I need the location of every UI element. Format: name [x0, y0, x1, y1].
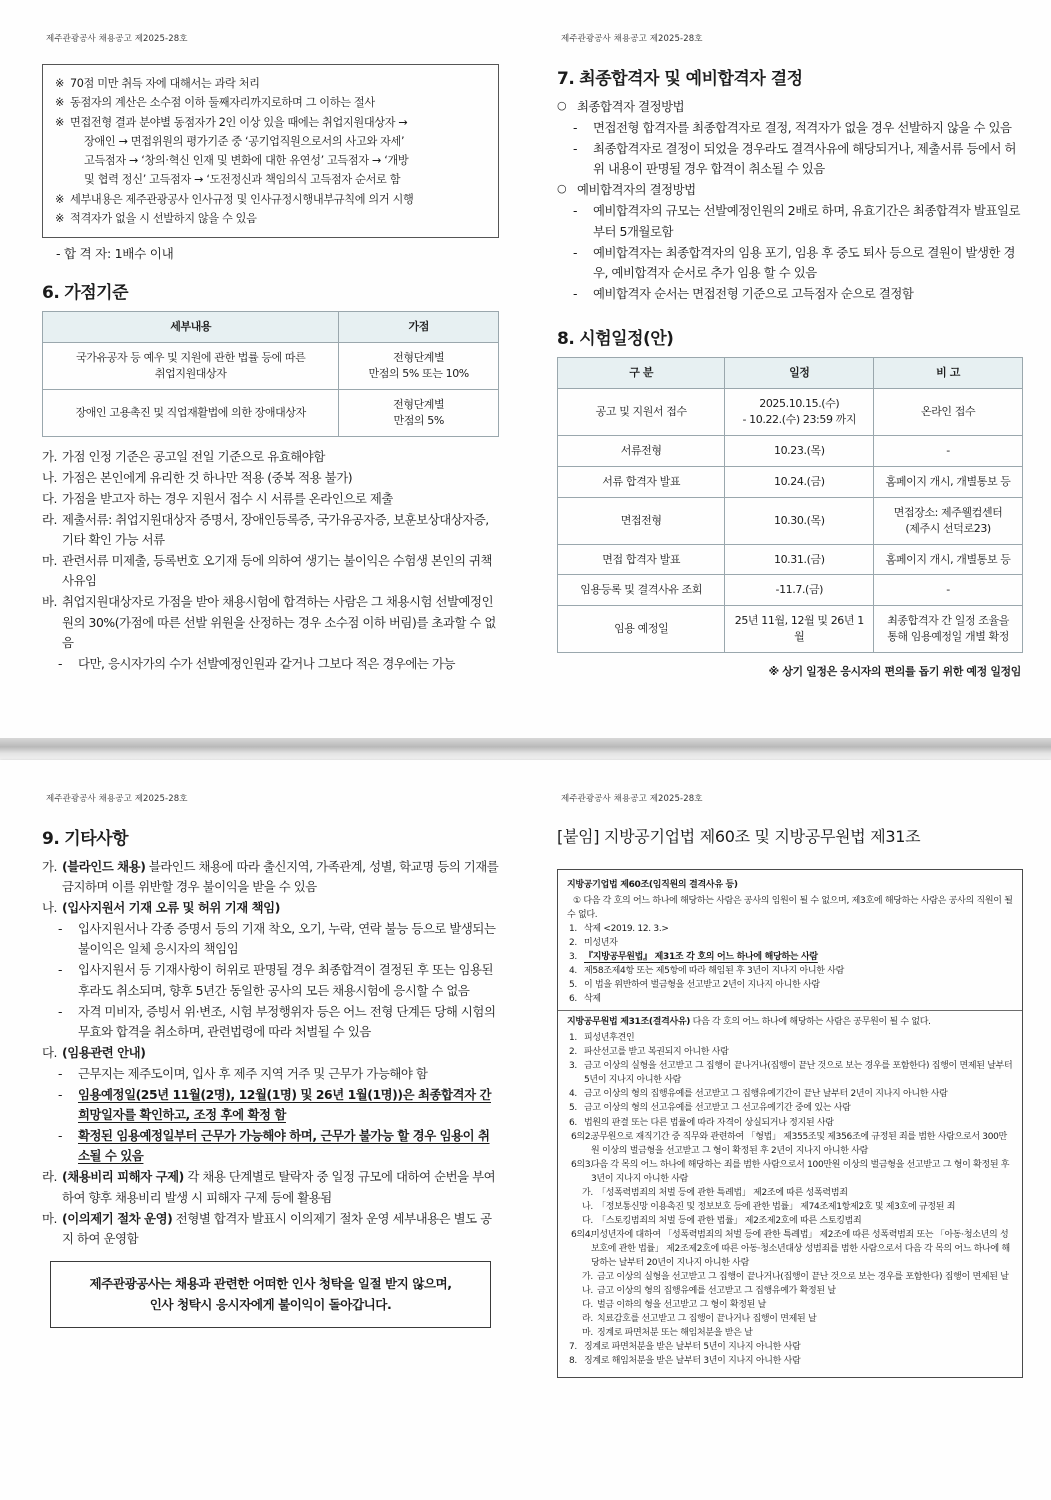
list-marker: - — [58, 921, 63, 937]
law-item — [567, 950, 1013, 964]
cell-date: 10.30.(목) — [725, 497, 874, 544]
table-row — [558, 466, 1023, 497]
list-item-text: 가점은 본인에게 유리한 것 하나만 적용 (중복 적용 불가) — [62, 469, 353, 485]
running-header: 제주관광공사 채용공고 제2025-28호 — [561, 34, 703, 44]
section-8-heading — [557, 324, 1023, 349]
cell-date: 2025.10.15.(수) - 10.22.(수) 23:59 까지 — [725, 388, 874, 435]
cell-remark: 홈페이지 개시, 개별통보 등 — [874, 544, 1023, 575]
law-item-text: 치료감호를 선고받고 그 집행이 끝나거나 집행이 면제된 날 — [597, 1313, 817, 1324]
page-3 — [0, 760, 525, 1500]
law-item-text: 파산선고를 받고 복권되지 아니한 사람 — [584, 1047, 729, 1058]
note-marker: ※ — [55, 115, 65, 129]
law-item — [567, 1059, 1013, 1087]
note-text: 적격자가 없을 시 선발하지 않을 수 있음 — [70, 211, 257, 225]
col-remark: 비 고 — [874, 357, 1023, 388]
law-item-marker: 다. — [582, 1299, 593, 1310]
list-marker: 나. — [42, 469, 58, 485]
law-item-text: 징계로 해임처분을 받은 날부터 3년이 지나지 아니한 사람 — [584, 1356, 801, 1367]
law-item-marker: 1. — [569, 924, 577, 935]
note-text: 세부내용은 제주관광공사 인사규정 및 인사규정시행내부규칙에 의거 시행 — [70, 192, 414, 206]
list-item-text: 확정된 임용예정일부터 근무가 가능해야 하며, 근무가 불가능 할 경우 임용이 취소될 수 있음 — [78, 1128, 490, 1164]
list-item-text: 임용예정일(25년 11월(2명), 12월(1명) 및 26년 1월(1명))은 최종합격자 간 희망일자를 확인하고, 조정 후에 확정 함 — [78, 1087, 491, 1123]
law-item-text: 미성년자에 대하여 「성폭력범죄의 처벌 등에 관한 특례법」 제2조에 따른 성폭력범죄 또는 「아동·청소년의 성보호에 관한 법률」 제2조제2호에 따른 아동·청소년대상 성범죄를 범한 사람으로서 다음 각 목의 어느 하나에 해당하는 날부터 20년이 지나지 아니한 사람 — [591, 1229, 1010, 1268]
law-item-marker: 4. — [569, 1089, 577, 1100]
law-item-text: 제58조제4항 또는 제5항에 따라 해임된 후 3년이 지나지 아니한 사람 — [584, 966, 845, 977]
law-item — [567, 1228, 1013, 1270]
law-item-marker: 라. — [582, 1313, 593, 1324]
notice-line — [55, 93, 484, 112]
list-item — [42, 919, 499, 959]
list-marker: 마. — [42, 553, 58, 569]
list-item — [42, 1064, 499, 1084]
law-item-text: 『지방공무원법』 제31조 각 호의 어느 하나에 해당하는 사람 — [584, 952, 818, 963]
list-item — [42, 592, 499, 652]
law-item-marker: 6의4. — [571, 1229, 593, 1240]
law-item — [567, 964, 1013, 978]
law-item — [567, 1298, 1013, 1312]
list-item-lead: (블라인드 채용) — [62, 859, 146, 874]
list-marker: - — [573, 120, 578, 136]
list-item — [42, 447, 499, 467]
page-2 — [525, 0, 1051, 738]
notice-box — [42, 64, 499, 238]
table-header-row — [43, 312, 499, 343]
list-item-lead: (임용관련 안내) — [62, 1044, 146, 1060]
table-row — [558, 544, 1023, 575]
list-item-text: 가점을 받고자 하는 경우 지원서 접수 시 서류를 온라인으로 제출 — [62, 491, 393, 506]
list-item-text: 근무지는 제주도이며, 입사 후 제주 지역 거주 및 근무가 가능해야 함 — [78, 1065, 428, 1081]
running-header: 제주관광공사 채용공고 제2025-28호 — [46, 34, 188, 44]
law-item-text: 「성폭력범죄의 처벌 등에 관한 특례법」 제2조에 따른 성폭력범죄 — [597, 1187, 848, 1198]
col-detail: 세부내용 — [43, 312, 339, 343]
list-item — [42, 468, 499, 488]
law-item-marker: 5. — [569, 980, 577, 991]
list-marker: - — [58, 1128, 63, 1144]
law-item — [567, 992, 1013, 1006]
list-item-text: 예비합격자 순서는 면접전형 기준으로 고득점자 순으로 결정함 — [593, 285, 914, 301]
law-item-text: 삭제 — [584, 994, 601, 1005]
schedule-table-note: ※ 상기 일정은 응시자의 편의를 돕기 위한 예정 일정임 — [768, 665, 1021, 679]
list-item-text: 예비합격자의 규모는 선발예정인원의 2배로 하며, 유효기간은 최종합격자 발표일로부터 5개월로함 — [593, 203, 1020, 239]
law2-title-text: 지방공무원법 제31조(결격사유) — [567, 1017, 691, 1028]
list-item — [42, 898, 499, 918]
table-row — [558, 497, 1023, 544]
cell-points: 전형단계별 만점의 5% — [339, 389, 499, 436]
section-6-heading — [42, 278, 499, 303]
list-item — [42, 1043, 499, 1063]
pass-count-line: - 합 격 자: 1배수 이내 — [56, 246, 174, 262]
cell-remark: - — [874, 575, 1023, 606]
law-item-text: 벌금 이하의 형을 선고받고 그 형이 확정된 날 — [597, 1299, 767, 1310]
list-item — [42, 1085, 499, 1125]
col-points: 가점 — [339, 312, 499, 343]
law-item — [567, 1087, 1013, 1101]
law-item-text: 징계로 파면처분 또는 해임처분을 받은 날 — [597, 1327, 753, 1338]
section-7-number: 7. — [557, 69, 575, 89]
law-item — [567, 1158, 1013, 1186]
law2-items — [567, 1031, 1013, 1368]
col-division: 구 분 — [558, 357, 725, 388]
law-item-text: 금고 이상의 실형을 선고받고 그 집행이 끝나거나(집행이 끝난 것으로 보는 경우를 포함한다) 집행이 면제된 날 — [597, 1271, 1009, 1282]
note-marker: ※ — [55, 192, 65, 206]
section-7-heading — [557, 64, 1023, 89]
cell-division: 서류전형 — [558, 435, 725, 466]
running-header: 제주관광공사 채용공고 제2025-28호 — [46, 794, 188, 804]
note-marker: ※ — [55, 211, 65, 225]
law-item-marker: 가. — [582, 1187, 593, 1198]
list-item — [42, 960, 499, 1000]
list-item — [557, 97, 1023, 117]
list-marker: 나. — [42, 900, 58, 916]
cell-division: 공고 및 지원서 접수 — [558, 388, 725, 435]
law-item-marker: 마. — [582, 1327, 593, 1338]
list-item-lead: (입사지원서 기재 오류 및 허위 기재 책임) — [62, 900, 280, 916]
document-page-top — [0, 0, 1051, 738]
list-item — [42, 857, 499, 897]
list-marker: - — [573, 203, 578, 219]
law-item-text: 금고 이상의 실형을 선고받고 그 집행이 끝나거나(집행이 끝난 것으로 보는 경우를 포함한다) 집행이 면제된 날부터 5년이 지나지 아니한 사람 — [584, 1061, 1013, 1086]
list-item-text: 최종합격자로 결정이 되었을 경우라도 결격사유에 해당되거나, 제출서류 등에서 허위 내용이 판명될 경우 합격이 취소될 수 있음 — [593, 141, 1017, 177]
law-item-text: 피성년후견인 — [584, 1033, 635, 1044]
cell-date: 10.23.(목) — [725, 435, 874, 466]
list-marker: - — [58, 655, 63, 671]
list-item-lead: (채용비리 피해자 구제) — [62, 1169, 184, 1185]
page-4 — [525, 760, 1051, 1500]
list-item-text: 각 채용 단계별로 탈락자 중 일정 규모에 대하여 순번을 부여하여 향후 채용비리 발생 시 피해자 구제 등에 활용됨 — [62, 1169, 496, 1205]
cell-remark: 최종합격자 간 일정 조율을 통해 임용예정일 개별 확정 — [874, 606, 1023, 653]
section-8-number: 8. — [557, 328, 575, 349]
list-item — [557, 243, 1023, 283]
law-item-marker: 6. — [569, 994, 577, 1005]
cell-remark: - — [874, 435, 1023, 466]
section-6-title: 가점기준 — [64, 283, 128, 304]
running-header: 제주관광공사 채용공고 제2025-28호 — [561, 794, 703, 804]
law-item — [567, 1101, 1013, 1115]
section-9-heading — [42, 824, 499, 849]
list-item — [42, 1002, 499, 1042]
table-row — [43, 389, 499, 436]
law-item — [567, 1354, 1013, 1368]
law-excerpt-box — [557, 869, 1023, 1378]
law-item-marker: 3. — [569, 1061, 577, 1072]
list-item — [42, 654, 499, 674]
law-item-marker: 8. — [569, 1356, 577, 1367]
cell-date: 10.24.(금) — [725, 466, 874, 497]
law-item-marker: 6의2. — [571, 1131, 593, 1142]
law-item — [567, 1045, 1013, 1059]
section-9-number: 9. — [42, 829, 60, 849]
list-item-text: 최종합격자 결정방법 — [577, 99, 685, 114]
list-item — [557, 139, 1023, 179]
law-item-text: 다음 각 목의 어느 하나에 해당하는 죄를 범한 사람으로서 100만원 이상의 벌금형을 선고받고 그 형이 확정된 후 3년이 지나지 아니한 사람 — [591, 1159, 1010, 1184]
cell-division: 서류 합격자 발표 — [558, 466, 725, 497]
notice-line-continuation: 장애인 → 면접위원의 평가기준 중 ‘공기업직원으로서의 사고와 자세’ — [84, 134, 405, 148]
notice-line — [55, 113, 484, 132]
appendix-title: [붙임] 지방공기업법 제60조 및 지방공무원법 제31조 — [557, 827, 921, 846]
table-row — [558, 388, 1023, 435]
list-item — [557, 284, 1023, 304]
law-item-text: 금고 이상의 형의 선고유예를 선고받고 그 선고유예기간 중에 있는 사람 — [584, 1103, 851, 1114]
list-marker: 바. — [42, 594, 58, 610]
notice-line: 인사 청탁시 응시자에게 불이익이 돌아갑니다. — [149, 1297, 392, 1313]
law-item — [567, 1130, 1013, 1158]
table-row — [43, 343, 499, 390]
law-item — [567, 936, 1013, 950]
schedule-table — [557, 357, 1023, 653]
list-item-lead: (이의제기 절차 운영) — [62, 1210, 173, 1226]
list-item — [42, 1167, 499, 1207]
list-item-text: 제출서류: 취업지원대상자 증명서, 장애인등록증, 국가유공자증, 보훈보상대상자증, 기타 확인 가능 서류 — [62, 512, 489, 548]
cell-detail: 장애인 고용촉진 및 직업재활법에 의한 장애대상자 — [43, 389, 339, 436]
note-text: 동점자의 계산은 소수점 이하 둘째자리까지로하며 그 이하는 절사 — [70, 96, 375, 110]
list-marker: - — [573, 244, 578, 260]
law-item — [567, 1312, 1013, 1326]
law-item-marker: 6의3. — [571, 1159, 593, 1170]
list-item — [557, 180, 1023, 200]
list-item-text: 다만, 응시자가의 수가 선발예정인원과 같거나 그보다 적은 경우에는 가능 — [78, 655, 455, 671]
list-marker: - — [58, 962, 63, 978]
list-item — [42, 510, 499, 550]
list-item-text: 자격 미비자, 증빙서 위·변조, 시험 부정행위자 등은 어느 전형 단계든 당해 시험의 무효와 합격을 취소하며, 관련법령에 따라 처벌될 수 있음 — [78, 1003, 496, 1039]
law-item-text: 미성년자 — [584, 938, 618, 949]
notice-line-continuation: 고득점자 → ‘창의·혁신 인재 및 변화에 대한 유연성’ 고득점자 → ‘개방 — [84, 154, 409, 168]
law-item-text: 공무원으로 재직기간 중 직무와 관련하여 「형법」 제355조및 제356조에 규정된 죄를 범한 사람으로서 300만원 이상의 벌금형을 선고받고 그 형이 확정된 후 2년이 지나지 아니한 사람 — [591, 1131, 1007, 1156]
law-item — [567, 1214, 1013, 1228]
list-item-text: 입사지원서나 각종 증명서 등의 기재 착오, 오기, 누락, 연락 불능 등으로 발생되는 불이익은 일체 응시자의 책임임 — [78, 921, 496, 957]
cell-detail: 국가유공자 등 예우 및 지원에 관한 법률 등에 따른 취업지원대상자 — [43, 343, 339, 390]
table-row — [558, 575, 1023, 606]
note-marker: ※ — [55, 96, 65, 110]
list-item — [557, 201, 1023, 241]
list-item-text: 입사지원서 등 기재사항이 허위로 판명될 경우 최종합격이 결정된 후 또는 임용된 후라도 취소되며, 향후 5년간 동일한 공사의 모든 채용시험에 응시할 수 없음 — [78, 962, 494, 998]
cell-remark: 온라인 접수 — [874, 388, 1023, 435]
law-item-marker: 2. — [569, 938, 577, 949]
law-item — [567, 1326, 1013, 1340]
law-item-marker: 3. — [569, 952, 577, 963]
list-item-text: 예비합격자는 최종합격자의 임용 포기, 임용 후 중도 퇴사 등으로 결원이 발생한 경우, 예비합격자 순서로 추가 임용 할 수 있음 — [593, 244, 1016, 280]
law-item-text: 법원의 판결 또는 다른 법률에 따라 자격이 상실되거나 정지된 사람 — [584, 1117, 834, 1128]
law-item-text: 이 법을 위반하여 벌금형을 선고받고 2년이 지나지 아니한 사람 — [584, 980, 820, 991]
document-page-bottom — [0, 760, 1051, 1500]
law-item — [567, 922, 1013, 936]
list-item-text: 블라인드 채용에 따라 출신지역, 가족관계, 성별, 학교명 등의 기재를 금지하며 이를 위반할 경우 불이익을 받을 수 있음 — [62, 859, 499, 895]
law-item-text: 징계로 파면처분을 받은 날부터 5년이 지나지 아니한 사람 — [584, 1342, 801, 1352]
table-row — [558, 435, 1023, 466]
section-9-title: 기타사항 — [64, 829, 128, 849]
section-6-list — [42, 447, 499, 674]
list-marker: 가. — [42, 448, 58, 464]
list-item-text: 면접전형 합격자를 최종합격자로 결정, 적격자가 없을 경우 선발하지 않을 수 있음 — [593, 120, 1012, 136]
law-item-marker: 가. — [582, 1271, 593, 1282]
law-item-text: 「정보통신망 이용촉진 및 정보보호 등에 관한 법률」 제74조제1항제2호 및 제3호에 규정된 죄 — [597, 1201, 956, 1212]
bonus-points-table — [42, 311, 499, 437]
note-text: 면접전형 결과 분야별 동점자가 2인 이상 있을 때에는 취업지원대상자 → — [70, 115, 408, 129]
notice-line — [55, 209, 484, 228]
law-item-marker: 4. — [569, 966, 577, 977]
law-item — [567, 978, 1013, 992]
section-8-title: 시험일정(안) — [579, 328, 674, 349]
list-item-text: 관련서류 미제출, 등록번호 오기재 등에 의하여 생기는 불이익은 수험생 본인의 귀책 사유임 — [62, 553, 493, 589]
law-item — [567, 1340, 1013, 1354]
list-item — [42, 1209, 499, 1249]
list-item — [42, 1126, 499, 1166]
law1-title: 지방공기업법 제60조(임직원의 결격사유 등) — [567, 880, 738, 890]
list-marker: 라. — [42, 512, 58, 528]
list-marker: - — [58, 1087, 63, 1103]
law-item-marker: 6. — [569, 1117, 577, 1128]
law-item-text: 삭제 <2019. 12. 3.> — [584, 924, 669, 935]
law1-intro: ① 다음 각 호의 어느 하나에 해당하는 사람은 공사의 임원이 될 수 없으며, 제3호에 해당하는 사람은 공사의 직원이 될 수 없다. — [567, 896, 1013, 921]
cell-division: 면접 합격자 발표 — [558, 544, 725, 575]
list-item-text: 가점 인정 기준은 공고일 전일 기준으로 유효해야함 — [62, 448, 325, 464]
list-marker: ○ — [557, 99, 567, 112]
law-item — [567, 1200, 1013, 1214]
list-marker: - — [58, 1065, 63, 1081]
note-marker: ※ — [55, 77, 65, 90]
section-6-number: 6. — [42, 283, 60, 304]
list-marker: ○ — [557, 182, 567, 196]
list-item-text: 전형별 합격자 발표시 이의제기 절차 운영 세부내용은 별도 공지 하여 운영함 — [62, 1210, 492, 1246]
list-item-text: 예비합격자의 결정방법 — [577, 182, 696, 198]
list-marker: 마. — [42, 1210, 58, 1226]
section-7-list — [557, 97, 1023, 304]
note-text: 70점 미만 취득 자에 대해서는 과락 처리 — [70, 77, 260, 90]
list-item — [42, 551, 499, 591]
cell-points: 전형단계별 만점의 5% 또는 10% — [339, 343, 499, 390]
law-item-text: 금고 이상의 형의 집행유예를 선고받고 그 집행유예가 확정된 날 — [597, 1285, 836, 1296]
list-marker: - — [573, 141, 578, 157]
page-separator — [0, 738, 1051, 760]
list-marker: 라. — [42, 1169, 58, 1185]
notice-line — [55, 74, 484, 93]
cell-division: 면접전형 — [558, 497, 725, 544]
anti-corruption-notice-box — [50, 1261, 491, 1328]
cell-division: 임용등록 및 결격사유 조회 — [558, 575, 725, 606]
law1-items — [567, 922, 1013, 1006]
section-9-list — [42, 857, 499, 1249]
list-marker: - — [58, 1003, 63, 1019]
cell-remark: 면접장소: 제주웰컴센터 (제주시 선덕로23) — [874, 497, 1023, 544]
law2-title-tail: 다음 각 호의 어느 하나에 해당하는 사람은 공무원이 될 수 없다. — [690, 1017, 931, 1028]
law-item — [567, 1284, 1013, 1298]
table-row — [558, 606, 1023, 653]
cell-remark: 홈페이지 개시, 개별통보 등 — [874, 466, 1023, 497]
law-item-marker: 2. — [569, 1047, 577, 1058]
law-item-marker: 나. — [582, 1285, 593, 1296]
list-marker: 다. — [42, 491, 58, 506]
notice-line: 제주관광공사는 채용과 관련한 어떠한 인사 청탁을 일절 받지 않으며, — [89, 1275, 452, 1291]
cell-date: 10.31.(금) — [725, 544, 874, 575]
law-item-marker: 나. — [582, 1201, 593, 1212]
law-item-marker: 5. — [569, 1103, 577, 1114]
law2-title — [558, 1010, 1022, 1029]
list-marker: - — [573, 285, 578, 301]
notice-line — [55, 190, 484, 209]
law-item-text: 「스토킹범죄의 처벌 등에 관한 법률」 제2조제2호에 따른 스토킹범죄 — [597, 1215, 862, 1226]
law-item — [567, 1270, 1013, 1284]
list-item-text: 취업지원대상자로 가점을 받아 채용시험에 합격하는 사람은 그 채용시험 선발예정인원의 30%(가점에 따른 선발 위원을 산정하는 경우 소수점 이하 버림)를 초과할 수 없음 — [62, 594, 496, 650]
law-item — [567, 1186, 1013, 1200]
law-item-text: 금고 이상의 형의 집행유예를 선고받고 그 집행유예기간이 끝난 날부터 2년이 지나지 아니한 사람 — [584, 1089, 948, 1100]
law-item — [567, 1116, 1013, 1130]
table-header-row — [558, 357, 1023, 388]
notice-line-continuation: 및 협력 정신’ 고득점자 → ‘도전정신과 책임의식 고득점자 순서로 함 — [84, 173, 401, 187]
cell-division: 임용 예정일 — [558, 606, 725, 653]
col-date: 일정 — [725, 357, 874, 388]
list-marker: 가. — [42, 859, 58, 874]
section-7-title: 최종합격자 및 예비합격자 결정 — [579, 69, 803, 89]
page-1 — [0, 0, 525, 738]
list-item — [42, 489, 499, 509]
law-item-marker: 1. — [569, 1033, 577, 1044]
law-item — [567, 1031, 1013, 1045]
list-marker: 다. — [42, 1044, 58, 1060]
list-item — [557, 118, 1023, 138]
law-item-marker: 7. — [569, 1342, 577, 1352]
law-item-marker: 다. — [582, 1215, 593, 1226]
cell-date: -11.7.(금) — [725, 575, 874, 606]
cell-date: 25년 11월, 12월 및 26년 1월 — [725, 606, 874, 653]
